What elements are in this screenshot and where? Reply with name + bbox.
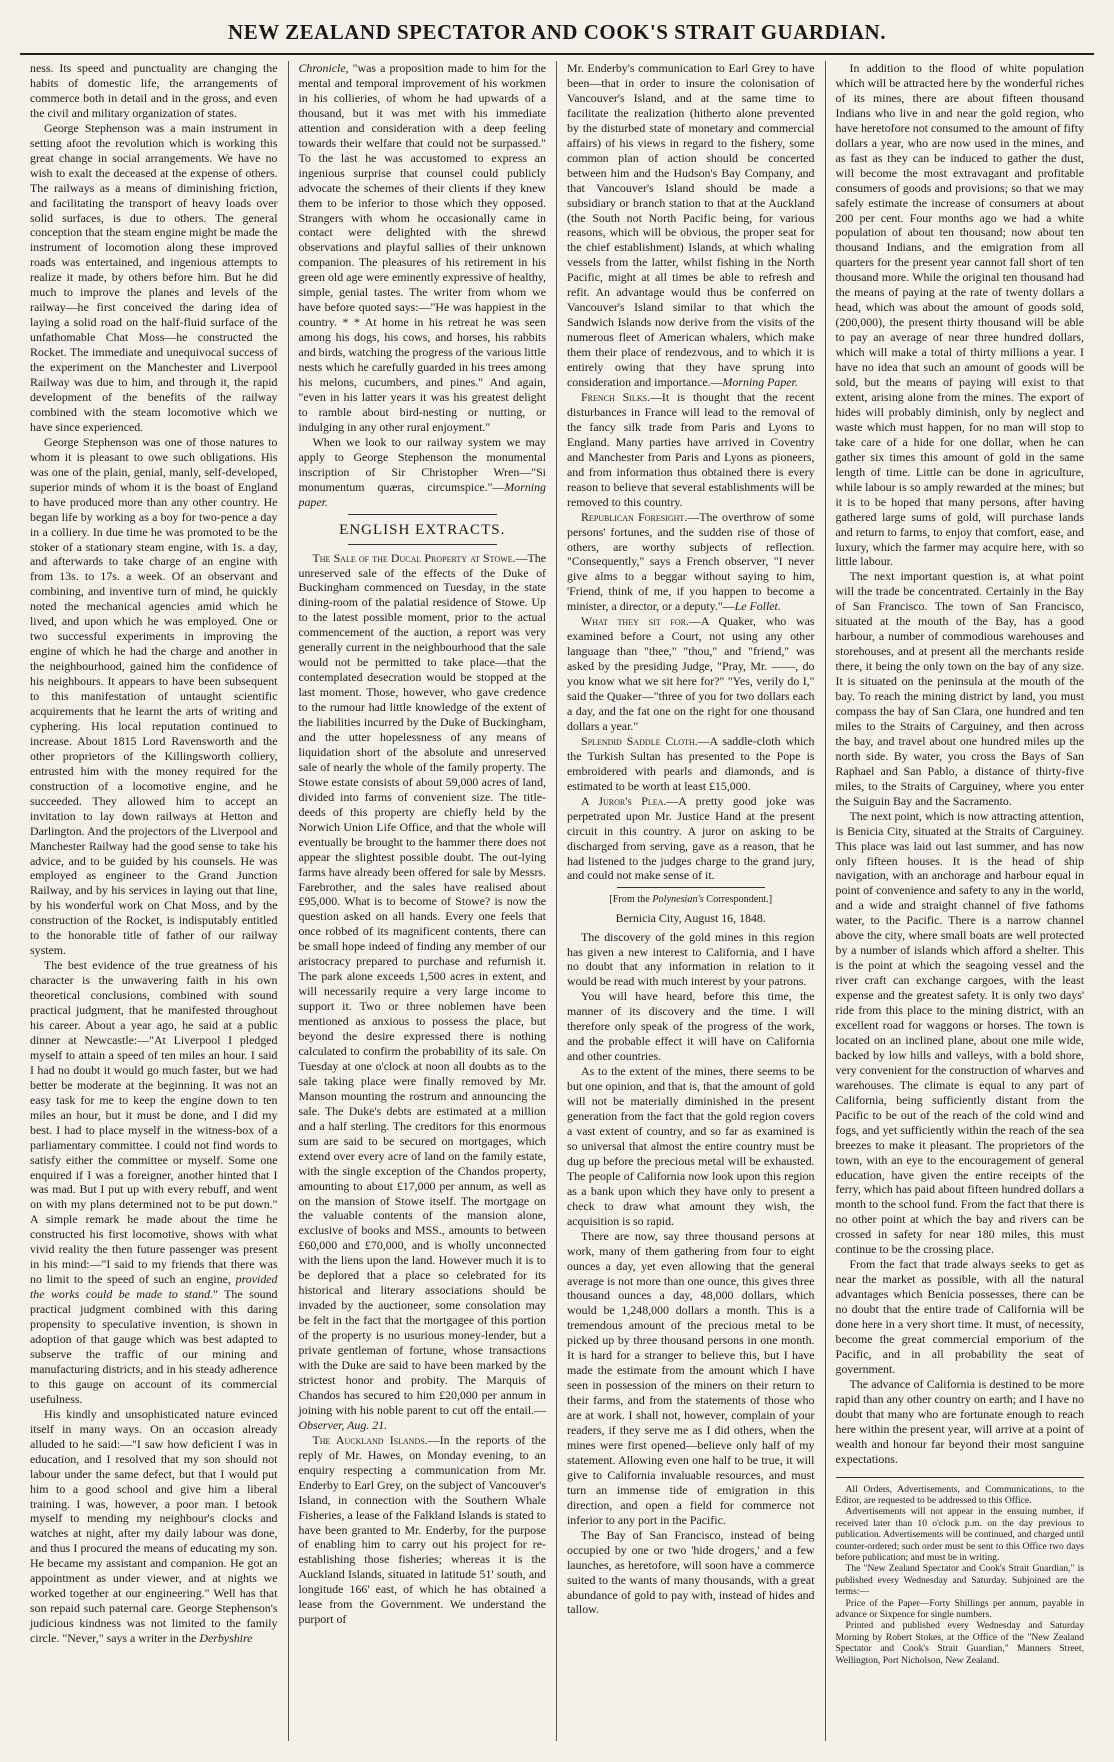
- divider: [348, 544, 497, 545]
- article-lead: French Silks.: [581, 389, 651, 404]
- notice-line: Price of the Paper—Forty Shillings per annum, payable in advance or Sixpence for single numbers.: [835, 1597, 1084, 1621]
- emphasis: Chronicle,: [298, 61, 349, 75]
- paragraph: The next important question is, at what point will the trade be concentrated. Certainly in the Bay of San Francisco. The town of San Francisco, situated at the mouth of the Bay, has a good harbour, a number of commodious warehouses and storehouses, and at present all the merchants reside there, it being the only town on the bay of any size. It is situated on the peninsula at the mouth of the bay. To reach the mining district by land, you must compass the bay of San Clara, one hundred and ten miles to the Straits of Carguiney, and then across the bay, and travel about one hundred miles up the north side. By water, you cross the Bays of San Raphael and San Pablo, a distance of thirty-five miles, to the Straits of Carguiney, where you enter the Suiguin Bay and the Sacramento.: [835, 569, 1084, 808]
- article-lead: A Juror's Plea.: [581, 793, 667, 808]
- columns: [20, 61, 1094, 1741]
- paragraph: In addition to the flood of white population which will be attracted here by the wonderful riches of its mines, there are about fifteen thousand Indians who live in and near the gold region, who have heretofore not consumed to the amount of fifty dollars a year, who are now used in the mines, and as fast as they can be induced to gather the dust, will become the most extravagant and profitable consumers of goods and provisions; so that we may safely estimate the increase of consumers at about 200 per cent. Four months ago we had a white population of about ten thousand; now about ten thousand Indians, and the emigration from all quarters for the present year cannot fall short of ten thousand more. While the original ten thousand had the means of paying at the rate of twenty dollars a head, which was about the amount of goods sold, (200,000), the present thirty thousand will be able to pay an average of near three hundred dollars, which will make a total of thirty millions a year. I have no idea that such an amount of goods will be sold, but the means of paying will exist to that extent, arising alone from the mines. The export of hides will probably diminish, only by neglect and waste which must happen, for no man will stop to take care of a hide for one dollar, when he can gather six times this amount of gold in the same length of time. Little can be done in agriculture, while labour is so amply rewarded at the mines; but it is to be hoped that many persons, after having gathered large sums of gold, will purchase lands and return to farms, to enjoy that comfort, ease, and luxury, which the farmer may acquire here, with so little labour.: [835, 61, 1084, 569]
- article-lead: The Auckland Islands.: [312, 1432, 428, 1447]
- paragraph: [299, 61, 547, 435]
- article-lead: What they sit for.: [581, 614, 689, 629]
- paragraph: As to the extent of the mines, there seems to be but one opinion, and that is, that the amount of gold will not be materially diminished in the present generation from the fact that the gold region covers a vast extent of country, and so far as examined is so universal that almost the entire country must be dug up before the precious metal will be exhausted. The people of California now look upon this region as a bank upon which they have only to present a check to draw what amount they wish, the acquisition is so rapid.: [567, 1064, 815, 1228]
- paragraph: The Bay of San Francisco, instead of being occupied by one or two 'hide drogers,' and a few launches, as heretofore, will soon have a commerce suited to the wants of many thousands, with a great abundance of gold to pay with, instead of hides and tallow.: [567, 1527, 815, 1617]
- page-title: NEW ZEALAND SPECTATOR AND COOK'S STRAIT GUARDIAN.: [20, 14, 1094, 55]
- text: Mr. Enderby's communication to Earl Grey to have been—that in order to insure the colonisation of Vancouver's Island, and at the same time to facilitate the realization (hitherto alone prevented by the disturbed state of monetary and commercial affairs) of his views in regard to the fishery, some common plan of action should be concerted between him and the Hudson's Bay Company, and that Vancouver's Island should be made a subsidiary or branch station to that at the Auckland (the South not North Pacific being, for various reasons, which will be obvious, the proper seat for the chief establishment) Islands, at which whaling vessels from the latter, whilst fishing in the North Pacific, might at all times be able to refresh and refit. An advantage would thus be conferred on Vancouver's Island similar to that which the Sandwich Islands now derive from the visits of the numerous fleet of American whalers, which make them their place of rendezvous, and to which it is entirely owing that they have sprung into consideration and importance.—: [567, 61, 815, 390]
- notice-line: Advertisements will not appear in the ensuing number, if received later than 10 o'clock p.m. on the day previous to publication. Advertisements will be continued, and charged until counter-ordered; such order must be sent to this Office two days before publication; and must be in writing.: [835, 1506, 1084, 1564]
- source-line: [567, 894, 815, 906]
- article-lead: Splendid Saddle Cloth.: [581, 733, 698, 748]
- text: —A pretty good joke was perpetrated upon Mr. Justice Hand at the present circuit in this country. A juror on asking to be discharged from serving, gave as a reason, that he had listened to the judges charge to the grand jury, and could not make sense of it.: [567, 793, 815, 883]
- paragraph: The advance of California is destined to be more rapid than any other country on earth; and I have no doubt that many who are fortunate enough to reach here within the present year, will arrive at a point of wealth and honour far beyond their most sanguine expectations.: [835, 1376, 1084, 1466]
- column-1: [20, 61, 289, 1741]
- paragraph: [567, 390, 815, 510]
- emphasis: Morning Paper.: [722, 375, 798, 390]
- notice-line: Printed and published every Wednesday and Saturday Morning by Robert Stokes, at the Office of the "New Zealand Spectator and Cook's Strait Guardian," Manners Street, Wellington, Port Nicholson, New Zealand.: [835, 1620, 1084, 1666]
- divider: [617, 887, 766, 888]
- text: " The sound practical judgment combined with this daring propensity to speculative invention, is shown in adoption of that gauge which was best adapted to subserve the traffic of our mining and manufacturing districts, and in his steady adherence to this gauge on account of its commercial usefulness.: [30, 1287, 278, 1406]
- emphasis: Le Follet.: [734, 599, 781, 614]
- text: When we look to our railway system we may apply to George Stephenson the monumental inscription of Sir Christopher Wren—"Si monumentum quæras, circumspice."—: [298, 434, 546, 494]
- text: Correspondent.]: [703, 894, 773, 906]
- dateline: Bernicia City, August 16, 1848.: [615, 910, 766, 925]
- text: —It is thought that the recent disturbances in France will lead to the removal of the fancy silk trade from Paris and Lyons to England. Many parties have arrived in Coventry and Manchester from Paris and Lyons as pioneers, and from information thus obtained there is every reason to believe that several establishments will be removed to this country.: [567, 389, 815, 509]
- emphasis: Morning paper.: [298, 479, 546, 509]
- paragraph: There are now, say three thousand persons at work, many of them gathering from four to eight ounces a day, yet even allowing that the general average is not more than one ounce, this gives three thousand ounces a day, 48,000 dollars, which would be 1,248,000 dollars a month. This is a tremendous amount of the precious metal to be picked up by three thousand persons in one month. It is hard for a stranger to believe this, but I have made the estimate from the amount which I have seen in possession of the miners on their return to their farms, and from the statements of those who are at work. I shall not, however, complain of your readers, if they serve me as I did others, when the mines were first opened—believe only half of my statement. Allowing even one half to be true, it will give to California invaluable resources, and must turn an immense tide of emigration in this direction, and open a field for commerce not inferior to any port in the Pacific.: [567, 1228, 815, 1527]
- text: "was a proposition made to him for the mental and temporal improvement of his workmen in his collieries, of whom he had upwards of a thousand, but it was met with his immediate attention and consideration with a deep feeling towards their welfare that could not be surpassed." To the last he was accustomed to express an ingenious surprise that counsel could publicly advocate the schemes of their clients if they knew them to be inferior to those which they opposed. Strangers with whom he occasionally came in contact were delighted with the shrewd observations and playful sallies of their unknown companion. The pleasures of his retirement in his green old age were eminently expressive of healthy, simple, genial tastes. The writer from whom we have before quoted says:—"He was happiest in the country. * * At home in his retreat he was seen among his dogs, his cows, and horses, his rabbits and birds, watching the progress of the various little nests which he carefully guarded in his trees among his melons, cucumbers, and pines." And again, "even in his latter years it was his greatest delight to ramble about bird-nesting or nutting, or indulging in any other rural enjoyment.": [298, 61, 546, 434]
- paragraph: [30, 1407, 278, 1646]
- paragraph: [567, 61, 815, 390]
- emphasis: provided the works could be made to stand.: [30, 1272, 278, 1302]
- divider: [348, 514, 497, 515]
- publisher-notice: [836, 1477, 1085, 1667]
- text: —The overthrow of some persons' fortunes, and the sudden rise of those of others, are worthy subjects of reflection. "Consequently," says a French observer, "I never give alms to a beggar without saying to him, 'Friend, think of me, if you happen to become a minister, a director, or a deputy."—: [567, 509, 815, 614]
- paragraph: [567, 510, 815, 615]
- paragraph: The discovery of the gold mines in this region has given a new interest to California, and I have no doubt that any information in relation to it would be read with much interest by your patrons.: [567, 929, 815, 989]
- paragraph: ness. Its speed and punctuality are changing the habits of domestic life, the arrangements of commerce both in detail and in the gross, and even the civil and military organization of states.: [30, 61, 278, 120]
- text: —A saddle-cloth which the Turkish Sultan has presented to the Pope is embroidered with pearls and diamonds, and is estimated to be worth at least £15,000.: [567, 733, 815, 793]
- paragraph: [299, 551, 547, 1433]
- column-2: [289, 61, 558, 1741]
- article-lead: Republican Foresight.: [581, 509, 688, 524]
- paragraph: George Stephenson was one of those natures to whom it is pleasant to owe such obligations. His was one of the plain, genial, manly, self-developed, superior minds of whom it is the boast of England to have produced more than any other country. He began life by working as a boy for two-pence a day in a colliery. In due time he was promoted to be the stoker of a stationary steam engine, with 1s. a day, and afterwards to take charge of an engine with from 13s. to 17s. a week. Of an observant and combining, and inventive turn of mind, he quickly noted the mechanical agencies amid which he lived, and upon which he was employed. One or two successful experiments in improving the engine of which he had the charge and another in the neighbourhood, gained him the confidence of his neighbours. It appears to have been subsequent to this manifestation of untaught scientific acquirements that he learnt the arts of writing and cyphering. His local reputation continued to increase. About 1815 Lord Ravensworth and the other proprietors of the Killingsworth colliery, entrusted him with the money required for the construction of a locomotive engine, and he succeeded. They allowed him to accept an invitation to lay down railways at Hetton and Darlington. And the projectors of the Liverpool and Manchester Railway had the good sense to take his advice, and to be guided by his counsels. He was employed as engineer to the Grand Junction Railway, and by his services in laying out that line, by his wonderful work on Chat Moss, and by the construction of the Rocket, is indisputably entitled to the honorable title of father of our railway system.: [30, 434, 278, 958]
- notice-line: All Orders, Advertisements, and Communications, to the Editor, are requested to be addressed to this Office.: [835, 1483, 1084, 1506]
- text: The best evidence of the true greatness of his character is the unwavering faith in his own theoretical conclusions, combined with sound practical judgment, that he manifested throughout his career. About a year ago, he said at a public dinner at Newcastle:—"At Liverpool I pledged myself to attain a speed of ten miles an hour. I said I had no doubt it would go much faster, but we had better be moderate at the beginning. It was not an easy task for me to keep the engine down to ten miles an hour, but it must be done, and I did my best. I had to place myself in the witness-box of a parliamentary committee. I could not find words to satisfy either the committee or myself. Some one enquired if I was a foreigner, another hinted that I was mad. But I put up with every rebuff, and went on with my plans determined not to be put down." A simple remark he made about the time he constructed his first locomotive, shows with what vivid reality the then future passenger was present in his mind:—"I said to my friends that there was no limit to the speed of such an engine,: [30, 958, 278, 1287]
- article-lead: The Sale of the Ducal Property at Stowe.: [312, 550, 516, 565]
- emphasis: Polynesian's: [652, 894, 704, 906]
- text: His kindly and unsophisticated nature evinced itself in many ways. On an occasion already alluded to he said:—"I saw how deficient I was in education, and I resolved that my son should not labour under the same defect, but that I would put him to a good school and give him a liberal training. I was, however, a poor man. I betook myself to mending my neighbour's clocks and watches at night, after my daily labour was done, and thus I procured the means of educating my son. He became my assistant and companion. He got an appointment as under viewer, and at nights we worked together at our engineering." Well has that son repaid such paternal care. George Stephenson's judicious kindness was not limited to the family circle. "Never," says a writer in the: [30, 1406, 278, 1646]
- paragraph: You will have heard, before this time, the manner of its discovery and the time. I will therefore only speak of the progress of the work, and the probable effect it will have on California and other countries.: [567, 989, 815, 1064]
- paragraph: [30, 958, 278, 1407]
- text: —In the reports of the reply of Mr. Hawes, on Monday evening, to an enquiry respecting a communication from Mr. Enderby to Earl Grey, on the subject of Vancouver's Island, in connection with the Southern Whale Fisheries, a lease of the Falkland Islands is stated to have been granted to Mr. Enderby, for the purpose of enabling him to carry out his project for re-establishing those fisheries; whereas it is the Auckland Islands, situated in latitude 51' south, and longitude 166' east, of which he has obtained a lease from the Government. We understand the purport of: [298, 1432, 546, 1627]
- paragraph: [299, 1433, 547, 1627]
- section-heading: ENGLISH EXTRACTS.: [339, 521, 506, 538]
- text: [From the: [609, 894, 653, 906]
- paragraph: From the fact that trade always seeks to get as near the market as possible, with all the natural advantages which Benicia possesses, there can be no doubt that the entire trade of California will be done here in a very short time. It must, of necessity, become the great commercial emporium of the Pacific, and in all probability the seat of government.: [835, 1257, 1084, 1376]
- column-4: [826, 61, 1095, 1741]
- paragraph: [567, 734, 815, 794]
- emphasis: Derbyshire: [199, 1631, 253, 1646]
- paragraph: [299, 435, 547, 510]
- notice-line: The "New Zealand Spectator and Cook's Strait Guardian," is published every Wednesday and Saturday. Subjoined are the terms:—: [835, 1563, 1084, 1598]
- text: —The unreserved sale of the effects of the Duke of Buckingham commenced on Tuesday, in the state dining-room of the palatial residence of Stowe. Up to the latest possible moment, prior to the actual commencement of the auction, a report was very generally current in the neighbourhood that the sale would not be permitted to take place—that the contemplated desecration would be stopped at the last moment. Those, however, who gave credence to the rumour had little knowledge of the extent of the liabilities incurred by the Duke of Buckingham, and the utter hopelessness of any means of liquidation short of the absolute and unreserved sale of nearly the whole of the family property. The Stowe estate consists of about 59,000 acres of land, divided into farms of convenient size. The title-deeds of this property are chiefly held by the Norwich Union Life Office, and that the whole will eventually be brought to the hammer there does not appear the slightest possible doubt. The out-lying farms have already been offered for sale by Messrs. Farebrother, and the sales have realised about £95,000. What is to become of Stowe? is now the question asked on all hands. Every one feels that once robbed of its magnificent contents, there can be small hope indeed of finding any member of our aristocracy prepared to purchase and refurnish it. The park alone exceeds 1,500 acres in extent, and will necessarily require a very large income to support it. Two or three noblemen have been mentioned as anxious to possess the place, but beyond the desire expressed there is nothing calculated to confirm the probability of its sale. On Tuesday at one o'clock at noon all doubts as to the sale taking place were finally removed by Mr. Manson mounting the rostrum and announcing the sale. The Duke's debts are estimated at a million and a half sterling. The creditors for this enormous sum are said to be secured on mortgages, which extend over every acre of land on the family estate, with the single exception of the Chandos property, amounting to about £17,000 per annum, as well as on the mansion of Stowe itself. The mortgage on the valuable contents of the mansion alone, exclusive of books and MSS., amounts to between £60,000 and £70,000, and is wholly unconnected with the liens upon the land. However much it is to be deplored that a place so celebrated for its historical and literary associations should be invaded by the auctioneer, some consolation may be felt in the fact that the mortgagee of this portion of the property is no usurious money-lender, but a private gentleman of fortune, whose transactions with the Duke are said to have been marked by the strictest honor and probity. The Marquis of Chandos has secured to him £20,000 per annum in joining with his noble parent to cut off the entail.—: [298, 550, 546, 1417]
- emphasis: Observer, Aug. 21.: [298, 1417, 388, 1432]
- column-3: [557, 61, 826, 1741]
- text: —A Quaker, who was examined before a Court, not using any other language than "thee," "thou," and "friend," was asked by the presiding Judge, "Pray, Mr. ——, do you know what we sit here for?" "Yes, verily do I," said the Quaker—"three of you for two dollars each a day, and the fat one on the right for one thousand dollars a year.": [567, 614, 815, 733]
- paragraph: George Stephenson was a main instrument in setting afoot the revolution which is working this great change in social arrangements. We have no wish to exalt the deceased at the expense of others. The railways as a means of diminishing friction, and facilitating the transport of heavy loads over solid surfaces, is due to others. The general conception that the steam engine might be made the instrument of locomotion along these improved roads was entertained, and ingenious attempts to realize it made, by others before him. But he did much to improve the planes and levels of the railway—he first conceived the daring idea of laying a solid road on the half-fluid surface of the unfathomable Chat Moss—he constructed the Rocket. The immediate and unequivocal success of the experiment on the Manchester and Liverpool Railway was due to him, and through it, the rapid development of the benefits of the railway combined with the steam locomotive which we have since experienced.: [30, 120, 278, 434]
- paragraph: [567, 614, 815, 734]
- paragraph: [567, 794, 815, 884]
- paragraph: The next point, which is now attracting attention, is Benicia City, situated at the Straits of Carguiney. This place was laid out last summer, and has now only fifteen houses. It is the head of ship navigation, with an anchorage and harbour equal in point of convenience and safety to any in the world, and a wide and straight channel of five fathoms water, to the Pacific. There is a narrow channel above the city, where small boats are well protected by a number of islands which afford a shelter. This is the point at which the seagoing vessel and the river craft can exchange cargoes, with the least expense and the greatest safety. It is only two days' ride from this place to the mining district, with an excellent road for waggons or horses. The town is located on an inclined plane, about one mile wide, backed by low hills and valleys, with a bold shore, very convenient for the construction of wharves and warehouses. The climate is equal to any part of California, being sufficiently distant from the Pacific to be out of the reach of the cold wind and fogs, and yet sufficiently within the reach of the sea breezes to make it pleasant. The proprietors of the town, with an eye to the encouragement of general education, have given the entire receipts of the ferry, which has paid about fifteen hundred dollars a month to the school fund. From the fact that there is no other point at which the bay and rivers can be crossed in safety for near 180 miles, this must continue to be the crossing place.: [835, 808, 1085, 1257]
